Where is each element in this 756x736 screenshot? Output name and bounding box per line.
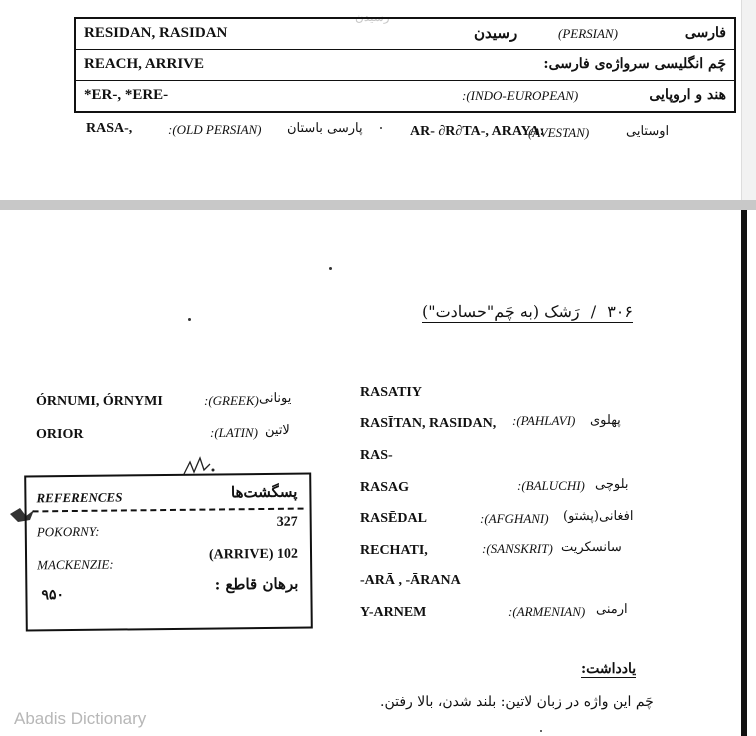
faint-watermark-text: رسیدن [355, 10, 390, 24]
latin-form: ORIOR [36, 427, 84, 442]
greek-label: :(GREEK) [204, 393, 259, 408]
references-box [24, 473, 313, 632]
baluchi-label-fa: بلوچی [595, 477, 629, 492]
indo-european-row [76, 81, 734, 111]
armenian-form: Y-ARNEM [360, 605, 427, 620]
page-right-border [741, 210, 747, 736]
old-persian-form: RASA-, [86, 121, 133, 136]
armenian-label-fa: ارمنی [596, 602, 628, 617]
paper-edge-line [741, 0, 742, 200]
entry-number: ۳۰۶ [607, 302, 633, 321]
speck [188, 318, 191, 321]
references-divider [33, 508, 304, 513]
indo-european-label: :(INDO-EUROPEAN) [462, 88, 579, 103]
baluchi-label: :(BALUCHI) [517, 478, 585, 493]
greek-label-fa: یونانی [259, 391, 292, 406]
site-watermark: Abadis Dictionary [14, 709, 147, 728]
indo-european-root: *ER-, *ERE- [84, 87, 169, 103]
speck [329, 267, 332, 270]
reference-value-mackenzie: (ARRIVE) 102 [208, 546, 299, 563]
speck [380, 127, 382, 129]
references-header-fa: پسگشت‌ها [230, 482, 298, 502]
reference-value-pokorny: 327 [276, 514, 298, 530]
pahlavi-label: :(PAHLAVI) [512, 413, 576, 428]
pahlavi-label-fa: پهلوی [590, 413, 621, 428]
afghani-label-fa: افغانی(پشتو) [563, 509, 634, 524]
english-meaning-row [76, 50, 734, 81]
reference-value-borhan: ۹۵۰ [41, 587, 65, 604]
afghani-label: :(AFGHANI) [480, 511, 549, 526]
english-meaning: REACH, ARRIVE [84, 56, 205, 72]
paper-edge [742, 0, 756, 200]
pahlavi-form-1: RASATIY [360, 385, 422, 400]
persian-transliteration: RESIDAN, RASIDAN [84, 25, 228, 41]
avestan-label: (AVESTAN) [528, 125, 590, 140]
old-persian-label-fa: پارسی باستان [287, 121, 363, 136]
page-separator [0, 200, 756, 210]
reference-source-borhan: برهان قاطع : [214, 574, 299, 594]
reference-source-pokorny: POKORNY: [36, 523, 100, 540]
baluchi-form: RASAG [360, 480, 410, 495]
etymology-table [74, 17, 736, 113]
persian-label-fa: فارسی [684, 25, 726, 41]
old-persian-label: :(OLD PERSIAN) [168, 122, 262, 137]
pahlavi-form-2: RASĪTAN, RASIDAN, [360, 416, 497, 431]
note-text: چَم این واژه در زبان لاتین: بلند شدن، بالا رفتن. [380, 694, 654, 710]
afghani-form: RASĒDAL [360, 511, 427, 526]
sanskrit-label: :(SANSKRIT) [482, 541, 553, 556]
sanskrit-form: RECHATI, [360, 543, 428, 558]
pahlavi-form-3: RAS- [360, 448, 393, 463]
heading-separator: / [590, 302, 597, 321]
persian-label: (PERSIAN) [558, 26, 618, 41]
latin-label-fa: لاتین [265, 423, 290, 438]
english-meaning-label-fa: چَم انگلیسی سرواژه‌ی فارسی: [543, 56, 726, 72]
reference-source-mackenzie: MACKENZIE: [37, 556, 114, 573]
persian-row [76, 19, 734, 50]
entry-heading [422, 302, 633, 323]
persian-word: رسیدن [474, 24, 518, 42]
greek-form: ÓRNUMI, ÓRNYMI [36, 394, 163, 409]
indo-european-label-fa: هند و اروپایی [649, 87, 726, 103]
armenian-label: :(ARMENIAN) [508, 604, 586, 619]
note-title: یادداشت: [581, 661, 637, 677]
references-header: REFERENCES [36, 489, 123, 506]
sanskrit-label-fa: سانسکریت [561, 540, 622, 555]
avestan-forms: AR- ∂R∂TA-, ARAYA: [410, 124, 545, 139]
avestan-label-fa: اوستایی [626, 124, 670, 139]
latin-label: :(LATIN) [210, 425, 258, 440]
speck [540, 730, 542, 732]
sanskrit-form-2: -ARĀ , -ĀRANA [360, 573, 461, 588]
entry-title: رَشک (به چَم"حسادت") [422, 302, 580, 321]
